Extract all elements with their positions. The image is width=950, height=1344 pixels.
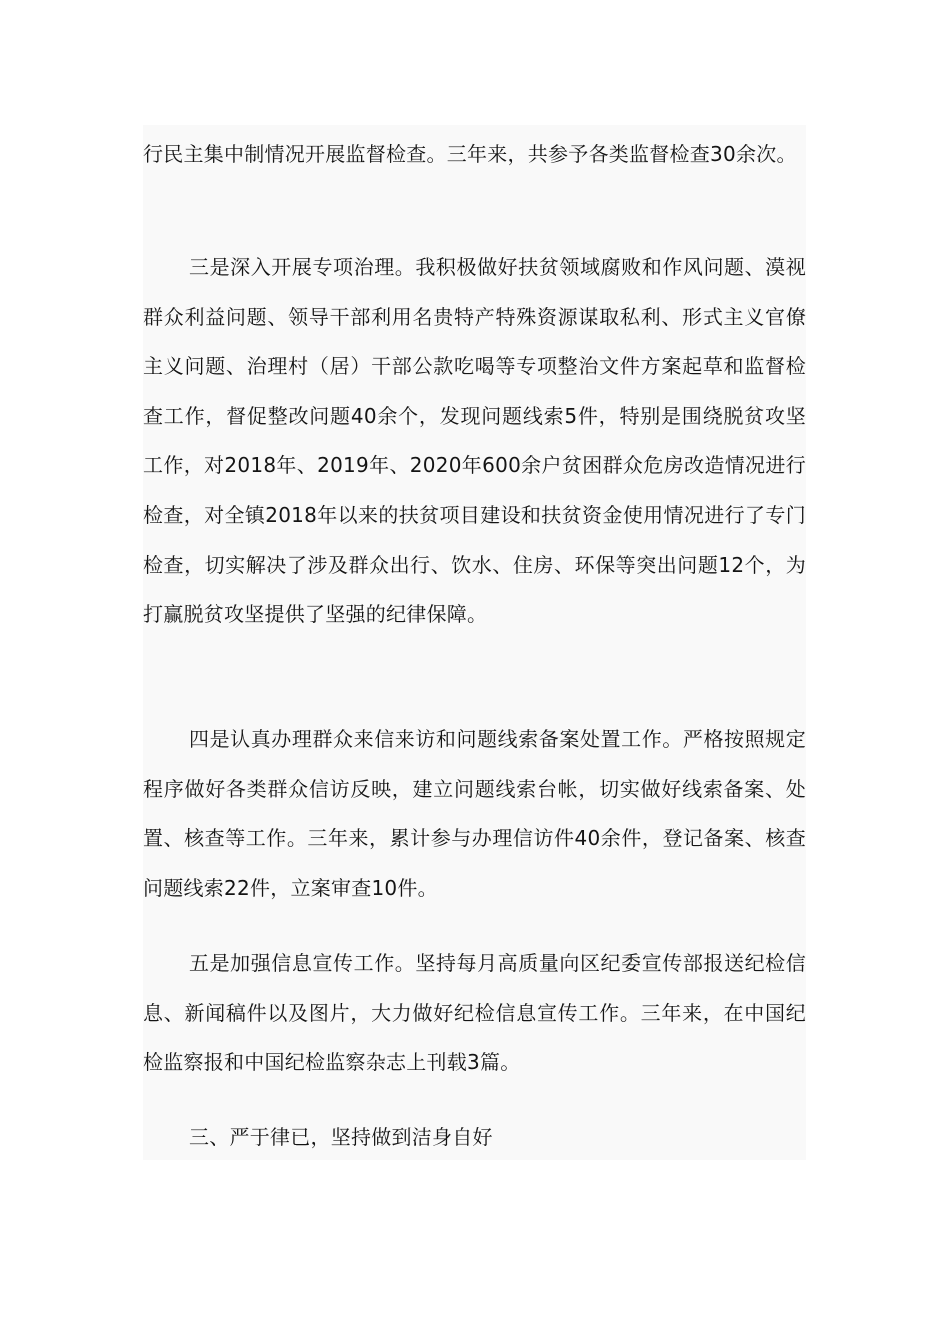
paragraph-continuation: 行民主集中制情况开展监督检查。三年来，共参予各类监督检查30余次。 bbox=[143, 142, 797, 166]
paragraph-petition-handling: 四是认真办理群众来信来访和问题线索备案处置工作。严格按照规定程序做好各类群众信访反映，建立问题线索台帐，切实做好线索备案、处置、核查等工作。三年来，累计参与办理信访件40余件，登记备案、核查问题线索22件，立案审查10件。 bbox=[143, 727, 806, 900]
paragraph-information-publicity: 五是加强信息宣传工作。坚持每月高质量向区纪委宣传部报送纪检信息、新闻稿件以及图片，大力做好纪检信息宣传工作。三年来，在中国纪检监察报和中国纪检监察杂志上刊载3篇。 bbox=[143, 951, 806, 1075]
paragraph-special-governance: 三是深入开展专项治理。我积极做好扶贫领域腐败和作风问题、漠视群众利益问题、领导干部利用名贵特产特殊资源谋取私利、形式主义官僚主义问题、治理村（居）干部公款吃喝等专项整治文件方案起草和监督检查工作，督促整改问题40余个，发现问题线索5件，特别是围绕脱贫攻坚工作，对2018年、2019年、2020年600余户贫困群众危房改造情况进行检查，对全镇2018年以来的扶贫项目建设和扶贫资金使用情况进行了专门检查，切实解决了涉及群众出行、饮水、住房、环保等突出问题12个，为打赢脱贫攻坚提供了坚强的纪律保障。 bbox=[143, 255, 806, 627]
section-heading: 三、严于律已，坚持做到洁身自好 bbox=[189, 1125, 493, 1149]
document-body bbox=[143, 125, 806, 1160]
